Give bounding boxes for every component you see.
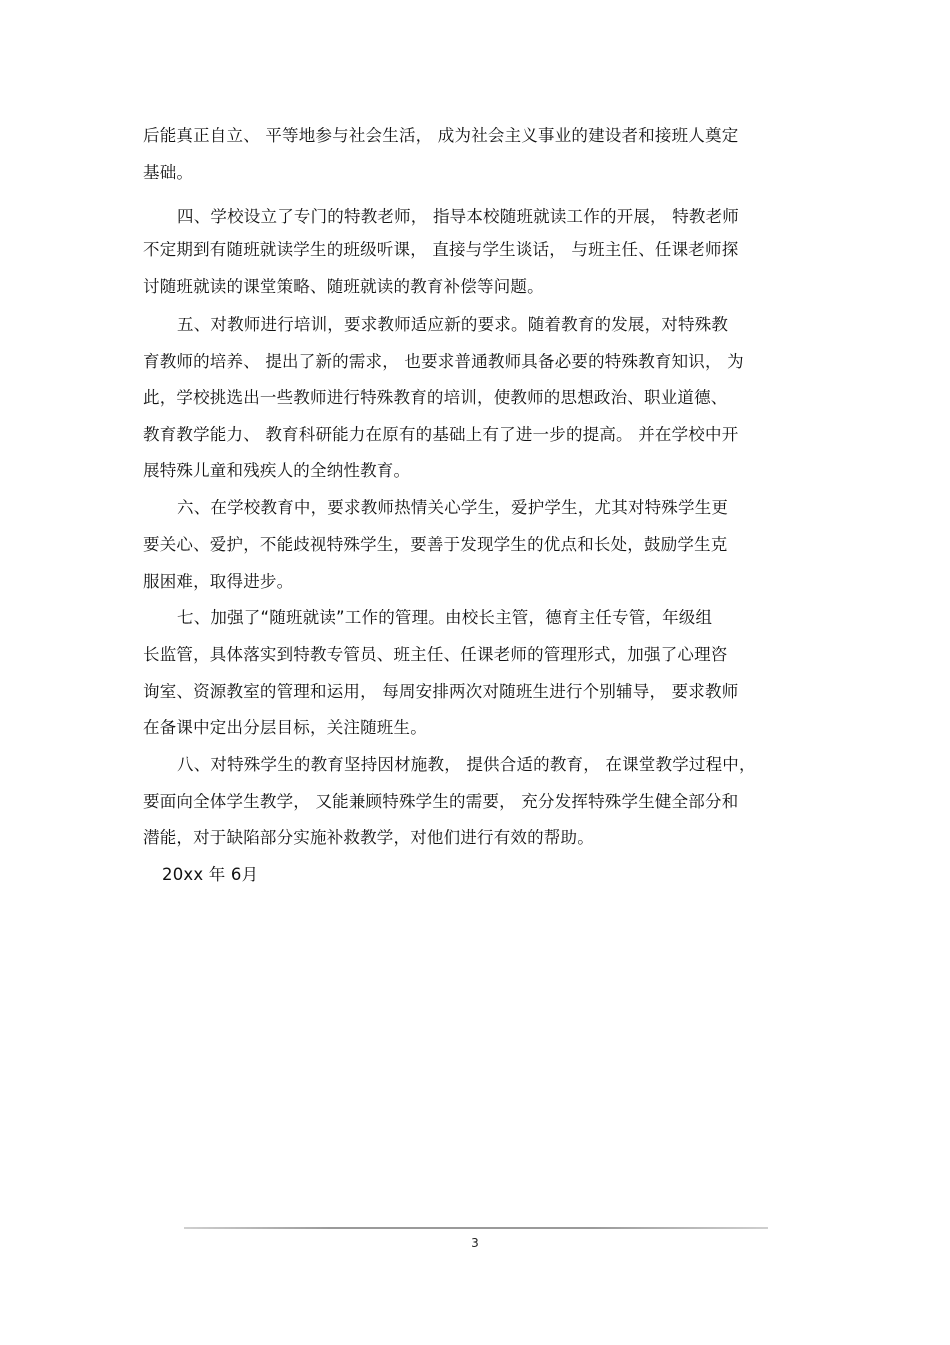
text-line: 教育教学能力、 教育科研能力在原有的基础上有了进一步的提高。 并在学校中开 bbox=[143, 425, 739, 444]
text-line: 不定期到有随班就读学生的班级听课， 直接与学生谈话， 与班主任、任课老师探 bbox=[143, 240, 739, 259]
paragraph-4-start: 四、学校设立了专门的特教老师， 指导本校随班就读工作的开展， 特教老师 bbox=[177, 207, 739, 226]
text-line: 长监管，具体落实到特教专管员、班主任、任课老师的管理形式，加强了心理咨 bbox=[143, 645, 728, 664]
text-line: 此，学校挑选出一些教师进行特殊教育的培训，使教师的思想政治、职业道德、 bbox=[143, 388, 728, 407]
text-line: 要面向全体学生教学， 又能兼顾特殊学生的需要， 充分发挥特殊学生健全部分和 bbox=[143, 792, 739, 811]
paragraph-5-start: 五、对教师进行培训，要求教师适应新的要求。随着教育的发展，对特殊教 bbox=[177, 315, 729, 334]
text-line: 后能真正自立、 平等地参与社会生活， 成为社会主义事业的建设者和接班人奠定 bbox=[143, 126, 739, 145]
text-line: 要关心、爱护，不能歧视特殊学生，要善于发现学生的优点和长处，鼓励学生克 bbox=[143, 535, 728, 554]
page-number: 3 bbox=[471, 1236, 479, 1250]
text-line: 讨随班就读的课堂策略、随班就读的教育补偿等问题。 bbox=[143, 277, 544, 296]
paragraph-6-start: 六、在学校教育中，要求教师热情关心学生，爱护学生，尤其对特殊学生更 bbox=[177, 498, 729, 517]
paragraph-8-start: 八、对特殊学生的教育坚持因材施教， 提供合适的教育， 在课堂教学过程中， bbox=[177, 755, 756, 774]
text-line: 潜能，对于缺陷部分实施补救教学，对他们进行有效的帮助。 bbox=[143, 828, 594, 847]
date-line: 20xx 年 6月 bbox=[162, 865, 259, 884]
text-line: 基础。 bbox=[143, 163, 194, 182]
text-line: 询室、资源教室的管理和运用， 每周安排两次对随班生进行个别辅导， 要求教师 bbox=[143, 682, 739, 701]
text-line: 服困难，取得进步。 bbox=[143, 572, 294, 591]
text-line: 在备课中定出分层目标，关注随班生。 bbox=[143, 718, 427, 737]
footer-divider bbox=[184, 1227, 768, 1229]
text-line: 展特殊儿童和残疾人的全纳性教育。 bbox=[143, 461, 411, 480]
text-line: 育教师的培养、 提出了新的需求， 也要求普通教师具备必要的特殊教育知识， 为 bbox=[143, 352, 744, 371]
paragraph-7-start: 七、加强了“随班就读”工作的管理。由校长主管，德育主任专管，年级组 bbox=[177, 608, 713, 627]
